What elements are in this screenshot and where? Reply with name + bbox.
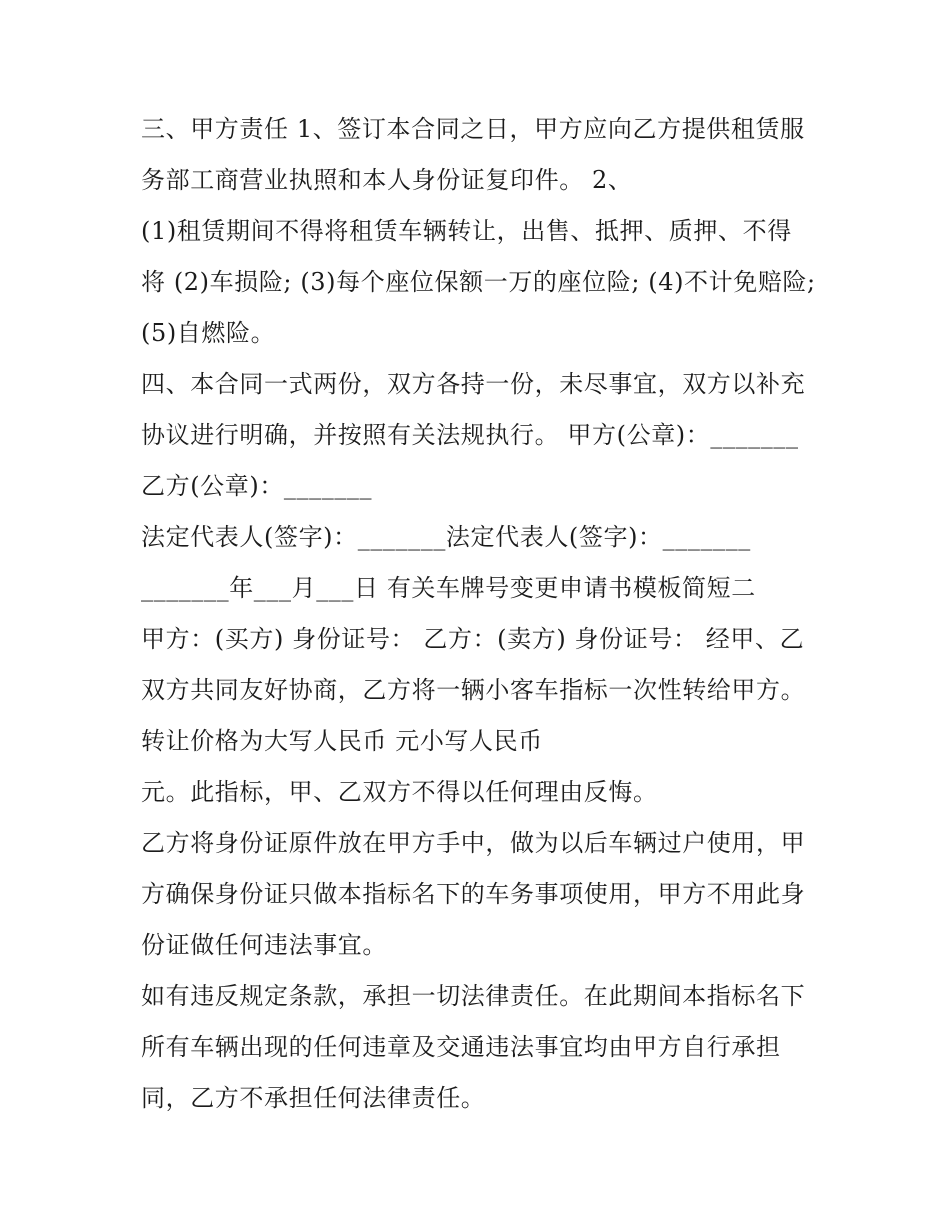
text-line: 协议进行明确，并按照有关法规执行。 甲方(公章)：_______	[141, 421, 799, 449]
text-line: 法定代表人(签字)：_______法定代表人(签字)：_______	[141, 523, 751, 551]
text-line: 乙方(公章)：_______	[141, 472, 373, 500]
text-line: 乙方将身份证原件放在甲方手中，做为以后车辆过户使用，甲	[141, 829, 806, 857]
text-line: 如有违反规定条款，承担一切法律责任。在此期间本指标名下	[141, 982, 806, 1010]
text-line: 双方共同友好协商，乙方将一辆小客车指标一次性转给甲方。	[141, 676, 806, 704]
text-line: 方确保身份证只做本指标名下的车务事项使用，甲方不用此身	[141, 880, 806, 908]
text-line: 所有车辆出现的任何违章及交通违法事宜均由甲方自行承担	[141, 1033, 781, 1061]
text-line: 份证做任何违法事宜。	[141, 931, 387, 959]
text-line: 务部工商营业执照和本人身份证复印件。 2、	[141, 166, 633, 194]
text-line: 将 (2)车损险; (3)每个座位保额一万的座位险; (4)不计免赔险;	[141, 268, 816, 296]
text-line: (1)租赁期间不得将租赁车辆转让，出售、抵押、质押、不得	[141, 217, 792, 245]
text-line: 甲方：(买方) 身份证号： 乙方：(卖方) 身份证号： 经甲、乙	[141, 625, 805, 653]
text-line: _______年___月___日 有关车牌号变更申请书模板简短二	[141, 574, 756, 602]
text-line: 转让价格为大写人民币 元小写人民币	[141, 727, 543, 755]
text-line: 元。此指标，甲、乙双方不得以任何理由反悔。	[141, 778, 658, 806]
text-line: 三、甲方责任 1、签订本合同之日，甲方应向乙方提供租赁服	[141, 115, 805, 143]
document-body	[141, 104, 831, 1124]
text-line: 同，乙方不承担任何法律责任。	[141, 1084, 486, 1112]
text-line: (5)自燃险。	[141, 319, 276, 347]
text-line: 四、本合同一式两份，双方各持一份，未尽事宜，双方以补充	[141, 370, 806, 398]
